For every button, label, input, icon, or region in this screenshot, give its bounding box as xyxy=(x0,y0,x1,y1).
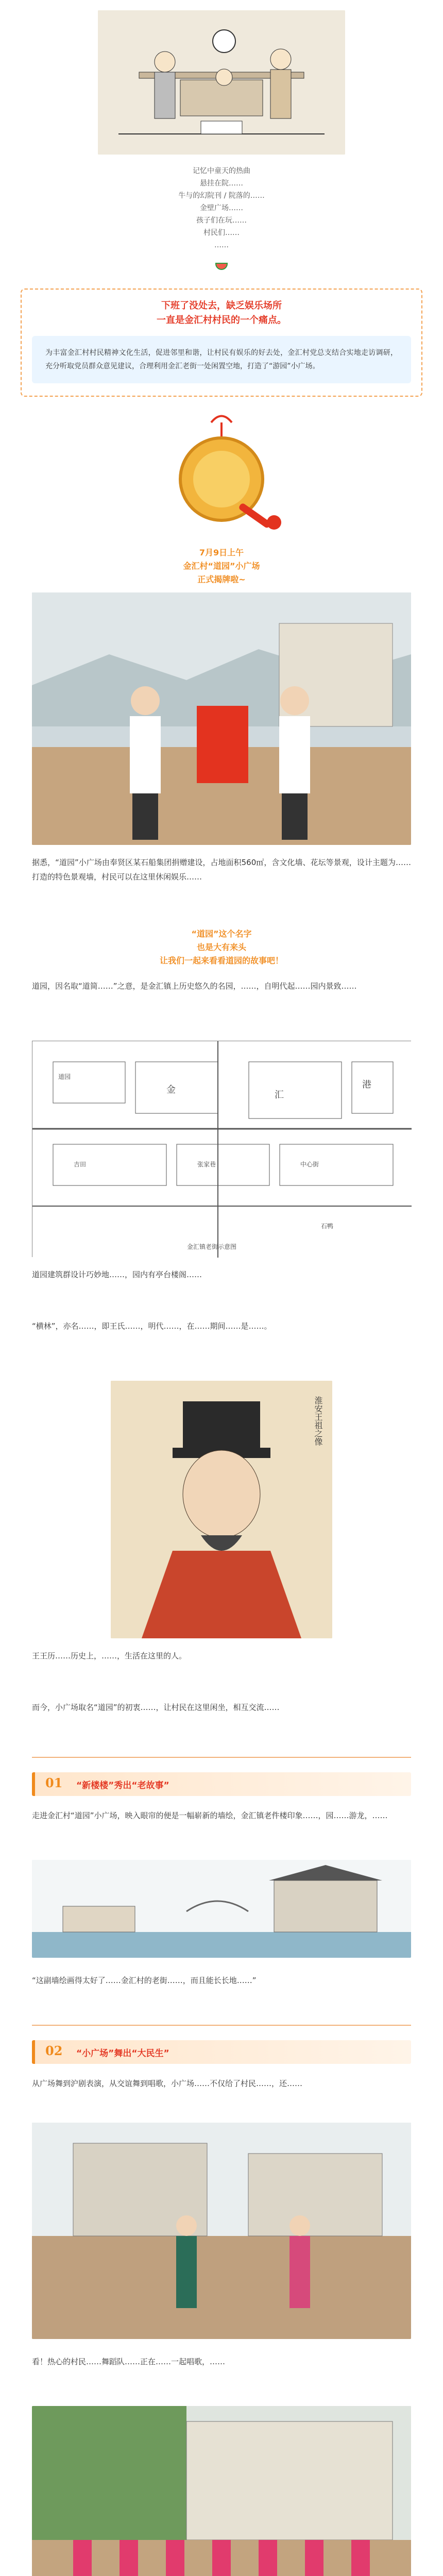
section-number: 01 xyxy=(45,1775,63,1790)
paragraph-text: 道园，因名取“道简……”之意，是金汇镇上历史悠久的名园，……，自明代起……园内景致…… xyxy=(32,981,357,991)
event-title-line1: 金汇村“道园”小广场 xyxy=(183,561,260,571)
intro-body: 为丰富金汇村村民精神文化生活，促进邻里和谐，让村民有娱乐的好去处，金汇村党总支结合实地走访调研，充分听取党员群众意见建议，合理利用金汇老街一处闲置空地，打造了“游园”小广场。 xyxy=(45,349,398,370)
paragraph-text: 而今，小广场取名“道园”的初衷……，让村民在这里闲坐，相互交流…… xyxy=(32,1703,280,1712)
paragraph-3 xyxy=(0,1267,443,1282)
poem-line: 悬挂在院…… xyxy=(200,179,243,188)
map-label: 中心街 xyxy=(300,1161,319,1168)
historical-portrait xyxy=(111,1381,332,1638)
intro-body-card xyxy=(32,336,411,383)
paragraph-5 xyxy=(0,1649,443,1663)
paragraph-2 xyxy=(0,979,443,993)
section-title: “新楼楼”秀出“老故事” xyxy=(76,1781,169,1791)
paragraph-text: 道园建筑群设计巧妙地……，园内有亭台楼阁…… xyxy=(32,1270,202,1279)
paragraph-text: “横林”，亦名……，即王氏……，明代……，在……期间……是……。 xyxy=(32,1321,272,1331)
intro-title-line2: 一直是金汇村村民的一个痛点。 xyxy=(157,315,286,326)
paragraph-7 xyxy=(0,1808,443,1823)
poem xyxy=(0,165,443,251)
quote-line1: “道园”这个名字 xyxy=(191,929,252,939)
event-heading xyxy=(0,546,443,586)
intro-card xyxy=(21,289,422,397)
intro-title-line1: 下班了没处去，缺乏娱乐场所 xyxy=(161,300,282,311)
gong-icon xyxy=(160,412,283,536)
performance-photo-2 xyxy=(32,2406,411,2576)
paragraph-text: 走进金汇村“道园”小广场，映入眼帘的便是一幅崭新的墙绘，金汇镇老件楼印象……，园……游龙，…… xyxy=(32,1811,388,1820)
cartoon-drawing xyxy=(98,10,345,155)
paragraph-text: 从广场舞到沪剧表演，从交谊舞到唱歌，小广场……不仅给了村民……，还…… xyxy=(32,2079,303,2088)
event-title-line2: 正式揭牌啦~ xyxy=(197,574,246,584)
map-title: 金汇镇老街示意图 xyxy=(187,1243,237,1250)
quote-line3: 让我们一起来看看道园的故事吧！ xyxy=(159,956,283,965)
paragraph-9 xyxy=(0,2076,443,2091)
paragraph-10 xyxy=(0,2354,443,2369)
paragraph-4 xyxy=(0,1319,443,1333)
paragraph-text: 王王历……历史上，……，生活在这里的人。 xyxy=(32,1651,187,1660)
section-1-banner xyxy=(32,1772,411,1796)
poem-line: 孩子们在玩…… xyxy=(196,216,247,225)
section-separator xyxy=(32,2025,411,2026)
poem-line: 村民们…… xyxy=(203,229,240,237)
old-street-map xyxy=(32,1041,411,1257)
map-label: 金 xyxy=(166,1084,176,1095)
paragraph-text: 据悉，“道园”小广场由奉贤区某石船集团捐赠建设，占地面积560㎡，含文化墙、花坛等景观，设计主题为……打造的特色景观墙，村民可以在这里休闲娱乐…… xyxy=(32,858,411,882)
poem-line: …… xyxy=(214,241,229,249)
mural-image xyxy=(32,1860,411,1958)
map-label: 吉田 xyxy=(74,1161,87,1168)
paragraph-8 xyxy=(0,1973,443,1988)
section-2-banner xyxy=(32,2040,411,2064)
portrait-side-text: 淮安王祖之像 xyxy=(313,1396,323,1446)
paragraph-6 xyxy=(0,1700,443,1715)
watermelon-icon xyxy=(215,263,228,270)
paragraph-text: “这副墙绘画得太好了……金汇村的老街……，而且能长长地……” xyxy=(32,1976,257,1985)
map-label: 汇 xyxy=(275,1090,284,1100)
map-label: 港 xyxy=(362,1079,371,1090)
unveiling-photo xyxy=(32,592,411,845)
paragraph-text: 看！热心的村民……舞蹈队……正在……一起唱歌，…… xyxy=(32,2357,226,2366)
cartoon-illustration xyxy=(98,10,345,155)
map-label: 石鸭 xyxy=(321,1223,334,1230)
map-label: 道园 xyxy=(58,1073,71,1080)
map-label: 张家巷 xyxy=(197,1161,216,1168)
section-number: 02 xyxy=(45,2043,63,2058)
section-separator xyxy=(32,1757,411,1758)
event-date: 7月9日上午 xyxy=(199,548,244,557)
paragraph-1 xyxy=(0,855,443,884)
poem-line: 记忆中童天的热曲 xyxy=(193,167,250,175)
performance-photo-1 xyxy=(32,2123,411,2339)
quote-name-origin xyxy=(0,927,443,968)
poem-line: 牛与的幻院刊 / 院落的…… xyxy=(178,192,265,200)
section-title: “小广场”舞出“大民生” xyxy=(76,2048,169,2059)
quote-line2: 也是大有来头 xyxy=(196,942,246,952)
poem-line: 金壁广场…… xyxy=(200,204,243,212)
